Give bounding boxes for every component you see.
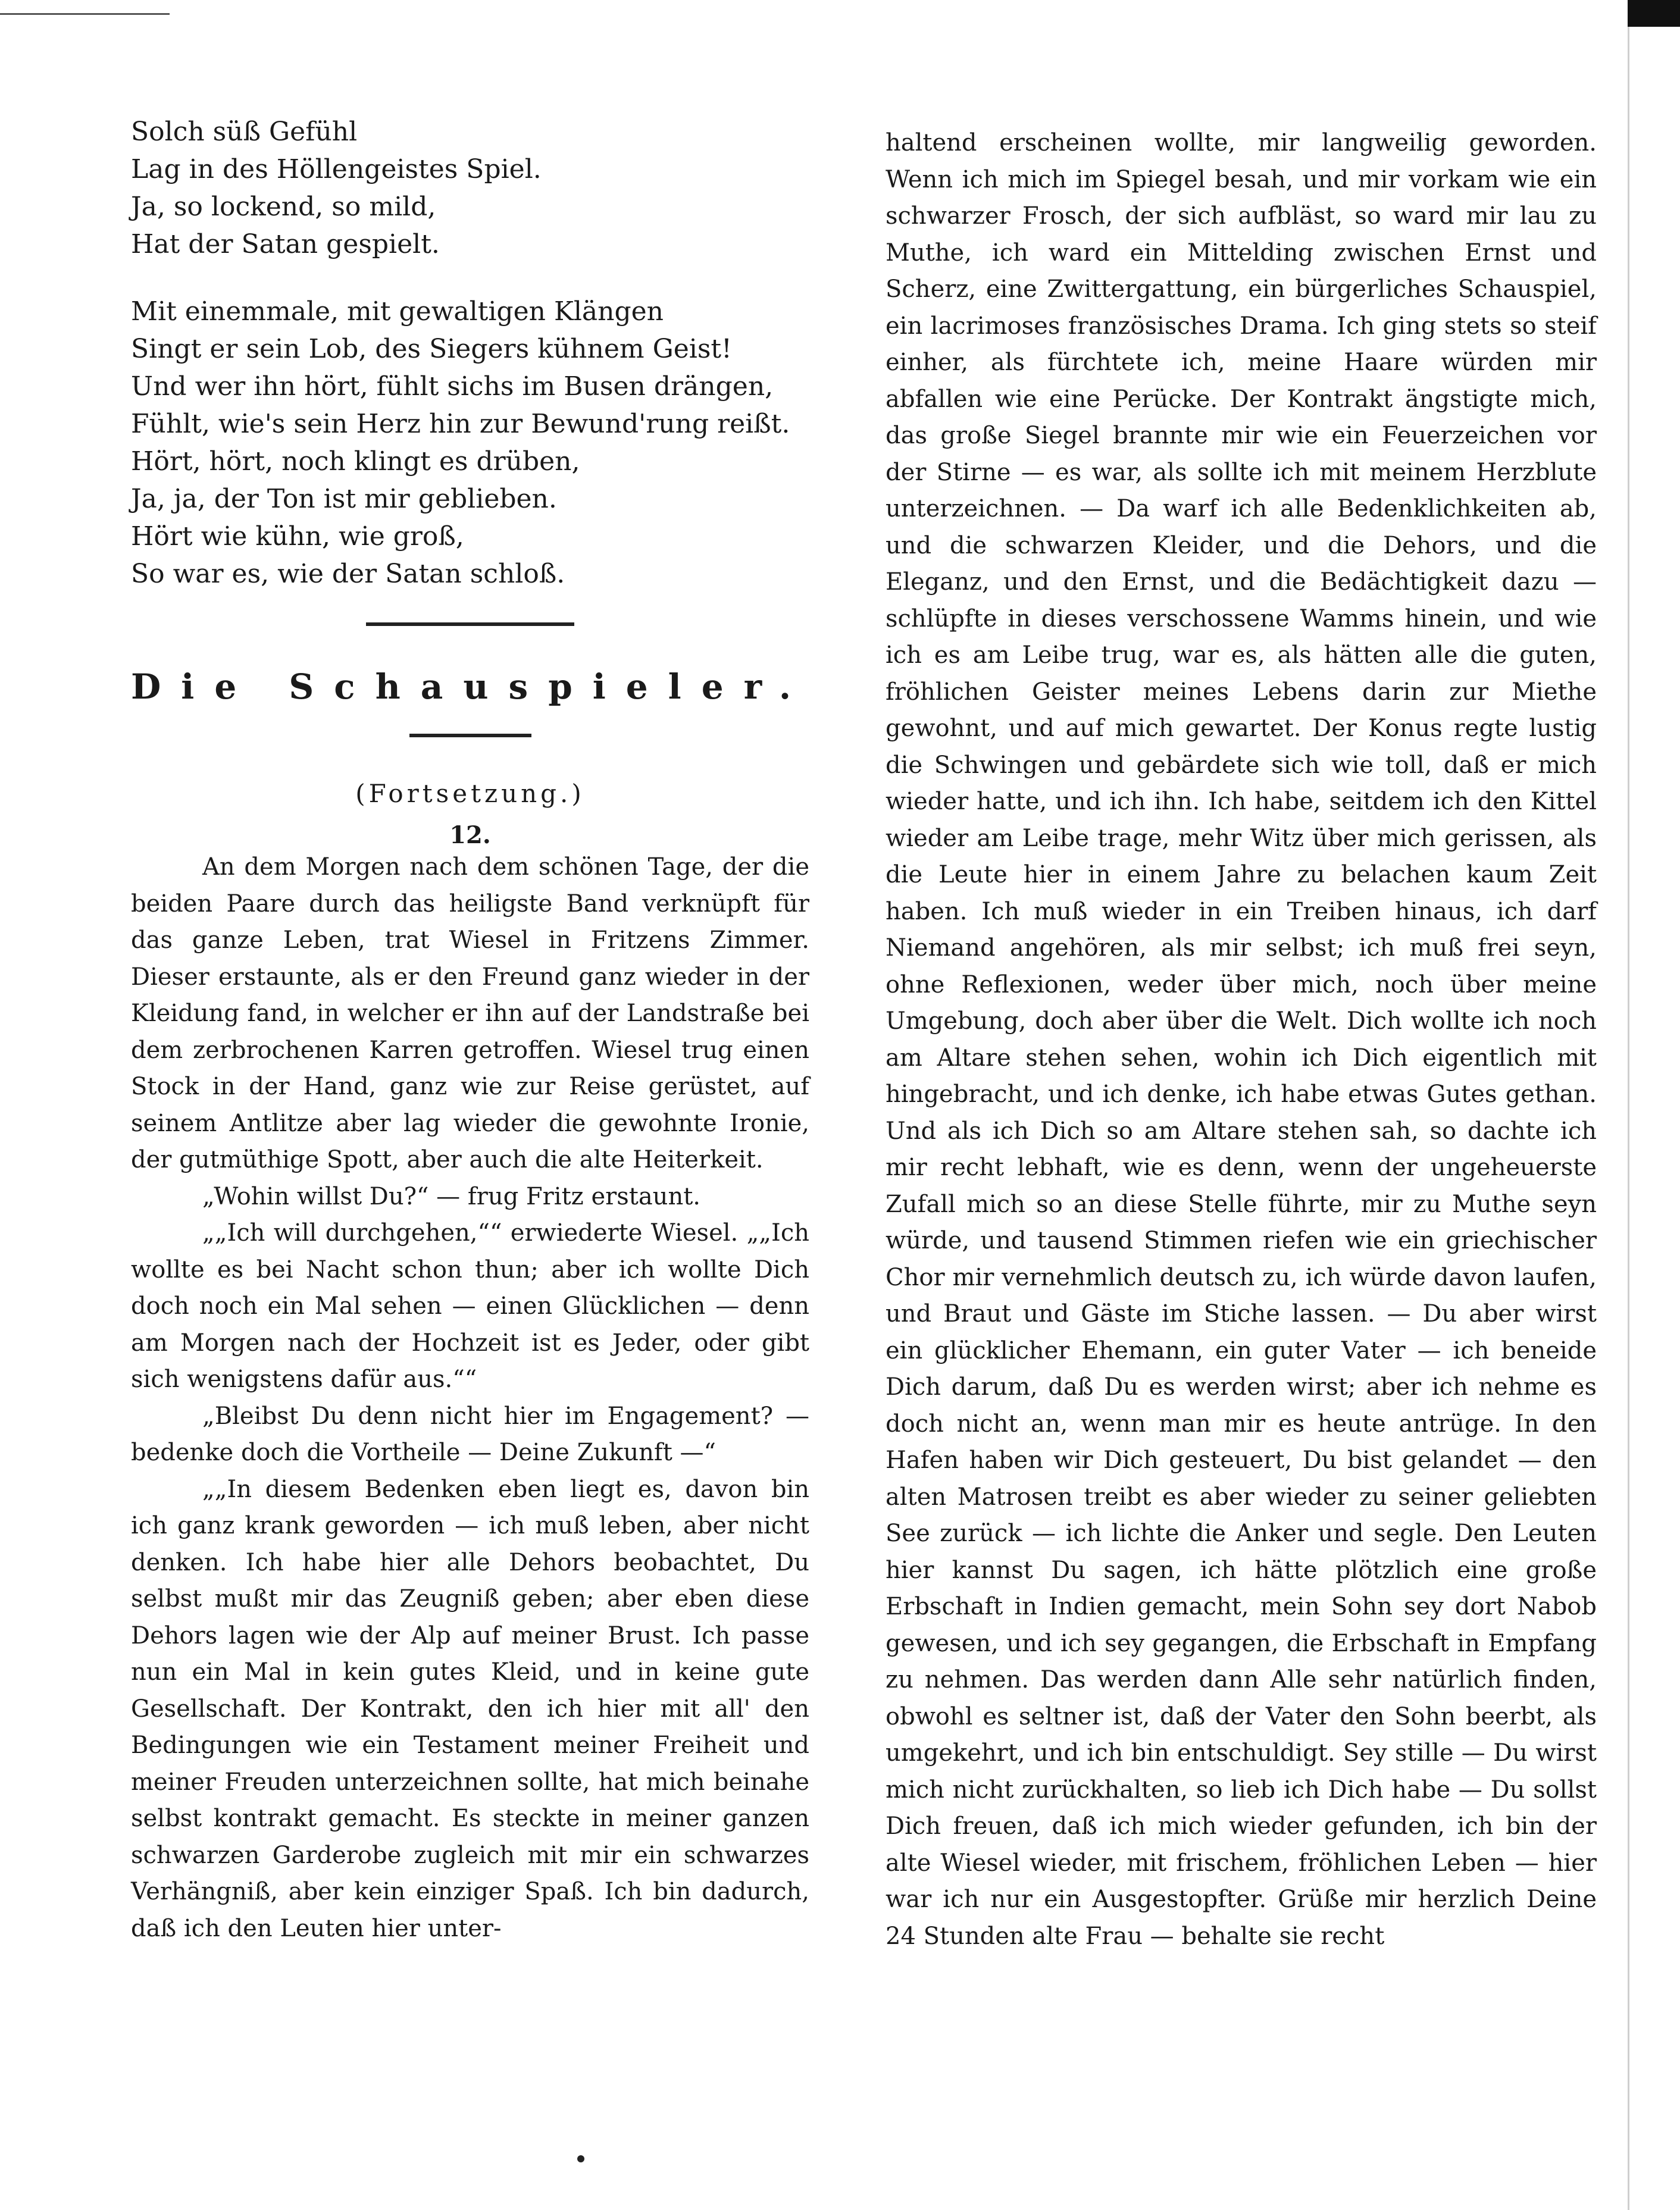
paragraph: „Bleibst Du denn nicht hier im Engagement? — bedenke doch die Vortheile — Deine Zukunft —“ <box>131 1402 809 1466</box>
right-column <box>886 125 1597 1955</box>
poem-line: Singt er sein Lob, des Siegers kühnem Geist! <box>131 334 732 364</box>
poem-line: Lag in des Höllengeistes Spiel. <box>131 154 542 184</box>
page-mark-dot <box>577 2155 584 2162</box>
poem <box>131 113 809 593</box>
poem-line: Hört, hört, noch klingt es drüben, <box>131 446 580 477</box>
section-divider <box>366 622 574 626</box>
paragraph: „Wohin willst Du?“ — frug Fritz erstaunt. <box>202 1182 700 1210</box>
title-underline <box>409 734 531 737</box>
poem-line: Solch süß Gefühl <box>131 117 358 147</box>
adjacent-page-strip <box>1628 0 1680 27</box>
paragraph: „„In diesem Bedenken eben liegt es, davon bin ich ganz krank geworden — ich muß leben, aber nicht denken. Ich habe hier alle Dehors beobachtet, Du selbst mußt mir das Zeugniß geben; aber eben diese Dehors lagen wie der Alp auf meiner Brust. Ich passe nun ein Mal in kein gutes Kleid, und in keine gute Gesellschaft. Der Kontrakt, den ich hier mit all' den Bedingungen wie ein Testament meiner Freiheit und meiner Freuden unterzeichnen sollte, hat mich beinahe selbst kontrakt gemacht. Es steckte in meiner ganzen schwarzen Garderobe zugleich mit mir ein schwarzes Verhängniß, aber kein einziger Spaß. Ich bin dadurch, daß ich den Leuten hier unter- <box>131 1475 809 1942</box>
poem-line: Fühlt, wie's sein Herz hin zur Bewund'rung reißt. <box>131 409 790 439</box>
paragraph-continued: haltend erscheinen wollte, mir langweilig geworden. Wenn ich mich im Spiegel besah, und mir vorkam wie ein schwarzer Frosch, der sich aufbläst, so ward mir lau zu Muthe, ich ward ein Mittelding zwischen Ernst und Scherz, eine Zwittergattung, ein bürgerliches Schauspiel, ein lacrimoses französisches Drama. Ich ging stets so steif einher, als fürchtete ich, meine Haare würden mir abfallen wie eine Perücke. Der Kontrakt ängstigte mich, das große Siegel brannte mir wie ein Feuerzeichen vor der Stirne — es war, als sollte ich mit meinem Herzblute unterzeichnen. — Da warf ich alle Bedenklichkeiten ab, und die schwarzen Kleider, und die Dehors, und die Eleganz, und den Ernst, und die Bedächtigkeit dazu — schlüpfte in dieses verschossene Wamms hinein, und wie ich es am Leibe trug, war es, als hätten alle die guten, fröhlichen Geister meines Lebens darin zur Miethe gewohnt, und auf mich gewartet. Der Konus regte lustig die Schwingen und gebärdete sich wie toll, daß er mich wieder hatte, und ich ihn. Ich habe, seitdem ich den Kittel wieder am Leibe trage, mehr Witz über mich gerissen, als die Leute hier in einem Jahre zu belachen kaum Zeit haben. Ich muß wieder in ein Treiben hinaus, ich darf Niemand angehören, als mir selbst; ich muß frei seyn, ohne Reflexionen, weder über mich, noch über meine Umgebung, doch aber über die Welt. Dich wollte ich noch am Altare stehen sehen, wohin ich Dich eigentlich mit hingebracht, und ich denke, ich habe etwas Gutes gethan. Und als ich Dich so am Altare stehen sah, so dachte ich mir recht lebhaft, wie es denn, wenn der ungeheuerste Zufall mich so an diese Stelle führte, mir zu Muthe seyn würde, und tausend Stimmen riefen wie ein griechischer Chor mir vernehmlich deutsch zu, ich würde davon laufen, und Braut und Gäste im Stiche lassen. — Du aber wirst ein glücklicher Ehemann, ein guter Vater — ich beneide Dich darum, daß Du es werden wirst; aber ich nehme es doch nicht an, wenn man mir es heute antrüge. In den Hafen haben wir Dich gesteuert, Du bist gelandet — den alten Matrosen treibt es aber wieder zu seiner geliebten See zurück — ich lichte die Anker und segle. Den Leuten hier kannst Du sagen, ich hätte plötzlich eine große Erbschaft in Indien gemacht, mein Sohn sey dort Nabob gewesen, und ich sey gegangen, die Erbschaft in Empfang zu nehmen. Das werden dann Alle sehr natürlich finden, obwohl es seltner ist, daß der Vater den Sohn beerbt, als umgekehrt, und ich bin entschuldigt. Sey stille — Du wirst mich nicht zurückhalten, so lieb ich Dich habe — Du sollst Dich freuen, daß ich mich wieder gefunden, ich bin der alte Wiesel wieder, mit frischem, fröhlichen Leben — hier war ich nur ein Ausgestopfter. Grüße mir herzlich Deine 24 Stunden alte Frau — behalte sie recht <box>886 129 1597 1950</box>
chapter-number: 12. <box>449 821 491 849</box>
poem-line: So war es, wie der Satan schloß. <box>131 559 565 589</box>
poem-line: Hört wie kühn, wie groß, <box>131 521 464 552</box>
top-edge-rule <box>0 13 170 15</box>
poem-line: Ja, so lockend, so mild, <box>131 192 436 222</box>
article-title: Die Schauspieler. <box>131 666 812 707</box>
poem-line: Hat der Satan gespielt. <box>131 229 440 259</box>
poem-line: Und wer ihn hört, fühlt sichs im Busen drängen, <box>131 371 774 402</box>
left-prose <box>131 849 809 1947</box>
poem-line: Mit einemmale, mit gewaltigen Klängen <box>131 296 664 327</box>
paragraph: An dem Morgen nach dem schönen Tage, der die beiden Paare durch das heiligste Band verknüpft für das ganze Leben, trat Wiesel in Fritzens Zimmer. Dieser erstaunte, als er den Freund ganz wieder in der Kleidung fand, in welcher er ihn auf der Landstraße bei dem zerbrochenen Karren getroffen. Wiesel trug einen Stock in der Hand, ganz wie zur Reise gerüstet, auf seinem Antlitze aber lag wieder die gewohnte Ironie, der gutmüthige Spott, aber auch die alte Heiterkeit. <box>131 853 809 1173</box>
left-column <box>131 113 812 1947</box>
poem-line: Ja, ja, der Ton ist mir geblieben. <box>131 484 557 514</box>
poem-stanza-2 <box>131 293 809 593</box>
adjacent-page-edge <box>1628 0 1680 2210</box>
paragraph: „„Ich will durchgehen,““ erwiederte Wiesel. „„Ich wollte es bei Nacht schon thun; aber ich wollte Dich doch noch ein Mal sehen — einen Glücklichen — denn am Morgen nach der Hochzeit ist es Jeder, oder gibt sich wenigstens dafür aus.““ <box>131 1219 809 1393</box>
poem-stanza-1 <box>131 113 809 263</box>
right-prose <box>886 125 1597 1955</box>
article-subtitle: (Fortsetzung.) <box>355 779 585 808</box>
